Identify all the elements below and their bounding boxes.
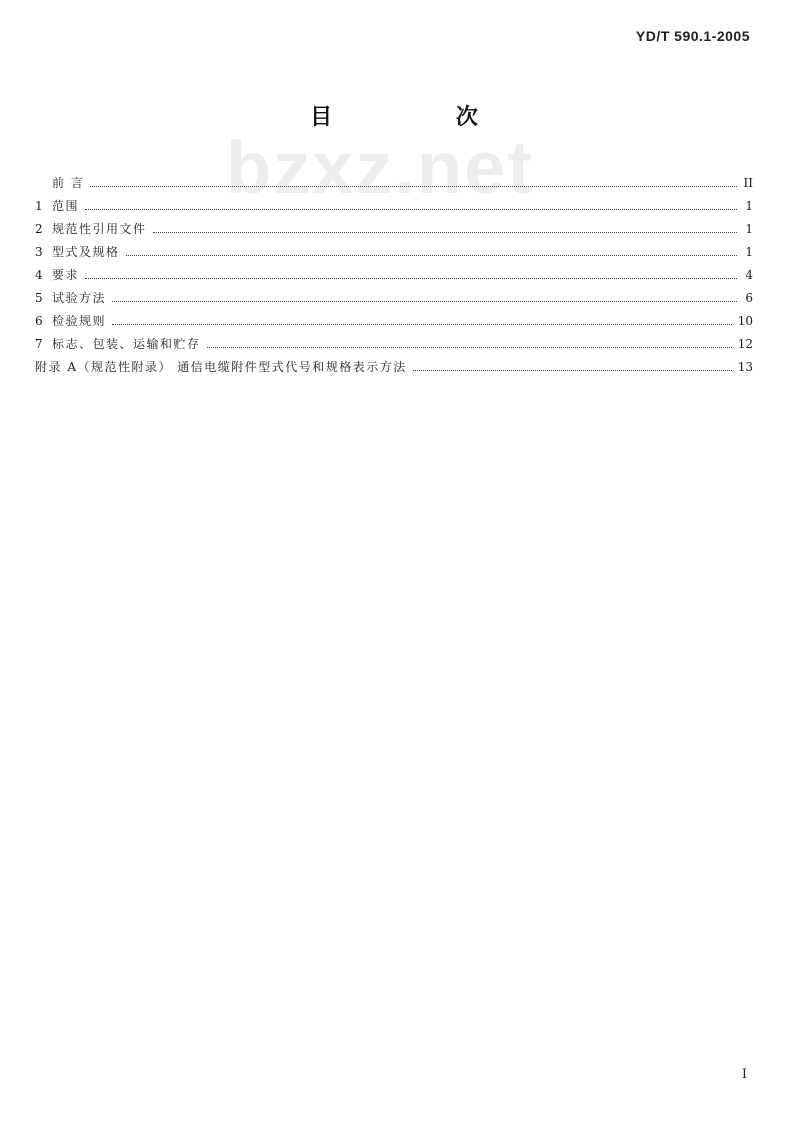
toc-entry-number: 5 [35,291,43,305]
toc-entry-test-methods[interactable] [35,287,753,310]
toc-entry-inspection-rules[interactable] [35,310,753,333]
toc-leader-dots [112,301,737,302]
toc-leader-dots [413,370,732,371]
toc-entry-normative-references[interactable] [35,218,753,241]
toc-entry-number: 4 [35,268,43,282]
toc-leader-dots [85,209,737,210]
toc-entry-page: II [743,176,753,190]
toc-entry-title: 前 言 [52,176,85,190]
toc-entry-page: 1 [745,222,753,236]
watermark: bzxz.net [226,128,534,208]
toc-leader-dots [207,347,732,348]
toc-entry-page: 4 [745,268,753,282]
table-of-contents [35,172,753,379]
toc-entry-label [35,356,407,379]
toc-entry-types-specs[interactable] [35,241,753,264]
toc-entry-number: 7 [35,337,43,351]
toc-entry-label [35,310,106,333]
toc-entry-title: 范围 [52,199,80,213]
toc-entry-title: 型式及规格 [52,245,120,259]
toc-leader-dots [90,186,737,187]
toc-entry-page: 10 [737,314,753,328]
toc-entry-title: 试验方法 [52,291,107,305]
toc-entry-number: 3 [35,245,43,259]
toc-entry-label [35,264,79,287]
toc-entry-scope[interactable] [35,195,753,218]
toc-entry-page: 12 [737,337,753,351]
toc-entry-label [35,333,201,356]
toc-entry-foreword[interactable] [35,172,753,195]
toc-entry-title: 规范性引用文件 [52,222,147,236]
toc-leader-dots [85,278,737,279]
toc-entry-label [35,195,79,218]
toc-entry-page: 1 [745,199,753,213]
toc-entry-page: 1 [745,245,753,259]
toc-entry-page: 6 [745,291,753,305]
toc-entry-label [35,287,106,310]
toc-entry-annex-a[interactable] [35,356,753,379]
toc-entry-page: 13 [737,360,753,374]
toc-entry-marking-packaging[interactable] [35,333,753,356]
toc-leader-dots [153,232,737,233]
toc-entry-title: 标志、包装、运输和贮存 [52,337,201,351]
page-title: 目 次 [310,105,536,130]
toc-entry-title: 附录 A（规范性附录） 通信电缆附件型式代号和规格表示方法 [35,360,407,374]
toc-entry-number: 1 [35,199,43,213]
page-number: I [741,1067,747,1082]
toc-entry-number: 2 [35,222,43,236]
toc-entry-label [35,218,147,241]
toc-entry-title: 要求 [52,268,80,282]
toc-entry-label [35,172,84,195]
toc-entry-title: 检验规则 [52,314,107,328]
document-code: YD/T 590.1-2005 [635,28,750,44]
toc-entry-requirements[interactable] [35,264,753,287]
toc-entry-number: 6 [35,314,43,328]
toc-entry-label [35,241,120,264]
toc-leader-dots [112,324,732,325]
toc-leader-dots [126,255,737,256]
